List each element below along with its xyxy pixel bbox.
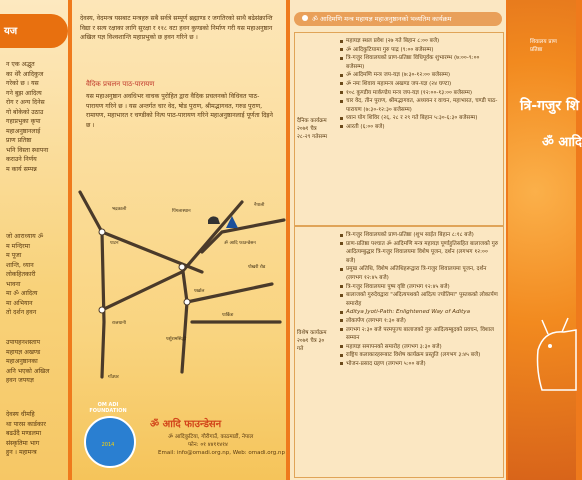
map-label: पिंगलास्थान xyxy=(172,209,191,214)
map-label: पोखरी रोड xyxy=(248,265,266,270)
list-item: महायज्ञ स्थल प्रवेश (२७ गते बिहान ८:०० बजे) xyxy=(339,37,499,46)
list-item: महायज्ञ समापनको समारोह (लगभग ३:३० बजे) xyxy=(339,343,499,352)
foundation-email[interactable]: Email: info@omadi.org.np, Web: omadi.org.np xyxy=(158,450,285,456)
list-item: लोकार्पण (लगभग १:३० बजे) xyxy=(339,317,499,326)
foundation-footer xyxy=(72,390,286,480)
list-item: चार वेद, तीन पुराण, श्रीमद्भागवत, अध्ययन र वाचन, महाभारत, चण्डी पाठ-पारायण (७:३०-१२:३० बजेसम्म) xyxy=(339,97,499,114)
bullet-icon xyxy=(302,15,308,21)
map-label: राजधानी xyxy=(112,321,126,326)
list-item: त्रि-गजुर शिवालयको प्राण-प्रतिष्ठा विधिपूर्वक शुभारम्भ (७:००-९:०० बजेसम्म) xyxy=(339,54,499,71)
list-item: आरती (६:०० बजे) xyxy=(339,123,499,132)
special-list xyxy=(339,231,499,369)
map-road-west xyxy=(80,192,104,377)
foundation-phone: फोन: ०१ ४४११४१४ xyxy=(188,442,228,448)
list-item: ॐ नमः शिवाय महामन्त्र अखण्ड जप-यज्ञ (२४ घण्टा) xyxy=(339,80,499,89)
map-label: गाँउघर xyxy=(108,375,119,380)
list-item: लगभग २:३० बजे परमपूज्य बालाजको गुरु आदित्यम्बुदको प्रवचन, विशाल सम्मान xyxy=(339,326,499,343)
left-text-1: न एक अद्भुत का थेरै आदिकुज गरेको छ । यस गने बुझ आदित्य रोग र अन्य दिनेस गो बोकेको उठाउ गहाप्रभुका कृपा महाअनुष्ठानलाई प्राण प्रतिष्ठा भनि विस्ता स्थापना कराउने निर्णय म कार्य सम्पन्न xyxy=(6,61,49,173)
list-item: ॐ आदिमणि मन्त्र जप-यज्ञ (७:३०-१२:०० बजेसम्म) xyxy=(339,71,499,80)
foundation-address: ॐ आदिकुटिया, गौरीगाउँ, काठमाडौं, नेपाल xyxy=(168,434,254,440)
nandi-bull-icon xyxy=(534,300,576,390)
map-label: पर्खाल xyxy=(194,289,205,294)
logo-text: OM ADI FOUNDATION xyxy=(89,402,127,414)
left-text-4: देवस्य धीमहि था पारस कार्डकार बढउँदै मण्डलमा संस्कृतिमा भाग हुन । महामन्त्र xyxy=(6,411,46,456)
left-heading: यज xyxy=(4,26,18,37)
vedic-body: यस महाअनुष्ठान अवधिभर वाचक पुरोहित द्वारा वैदिक प्रचलनको विधिवत पाठ-पारायण गरिने छ । यस अन्तर्गत चार वेद, षोड पुराण, श्रीमद्भागवत, गरुड पुराण, रामायण, महाभारत र चण्डीको नित्य पाठ-पारायण गरिने महाअनुष्ठानलाई पूर्णता दिइने छ । xyxy=(86,93,273,129)
vedic-heading: वैदिक प्रचलन पाठ-पारायण xyxy=(86,80,155,88)
foundation-title: ॐ आदि फाउन्डेसन xyxy=(150,419,222,430)
schedule-panel xyxy=(290,0,506,480)
elephant-icon xyxy=(208,216,220,224)
schedule-heading xyxy=(294,12,502,26)
daily-schedule-block xyxy=(294,32,504,226)
cover-top-text: शिवालय प्राण प्रतिष्ठा xyxy=(530,39,557,53)
logo-year: 2014 xyxy=(101,442,115,448)
cover-panel xyxy=(508,0,582,480)
left-text-3: उपायहनशस्ताप महायज्ञ अखण्ड महाअनुष्ठानका अनि भएको अखिल हवन जपयज्ञ xyxy=(6,339,50,384)
list-item: १०८ कुण्डीय मार्कण्डेय मन्त्र जप-यज्ञ (१२:००-१३:०० बजेसम्म) xyxy=(339,89,499,98)
daily-list xyxy=(339,37,499,132)
map-label: भद्रकाली xyxy=(112,207,127,212)
intro-text: देवस्य, वेदमन्त्र यसबाट मन्त्रहरु सबै सर्वत्रे सम्पूर्ण ब्रह्माण्ड र जगतिरको साथै बढेसंक्रान्ति विद्या र सत्य रक्षाका लागि सुरक्षा र ११८ वटा हवन कुण्डको निर्माण गरी यस महाअनुष्ठान अखिल यज्ञ विश्वशान्ति महाप्रभुको छ हवन गरिने छ । xyxy=(80,15,273,41)
cover-title: त्रि-गजुर शि xyxy=(520,98,580,114)
map-label: ॐ आदि फाउन्डेसन xyxy=(224,241,256,246)
list-item: ध्यान योग शिविर (२६, २८ र २९ गते बिहान ५:३०-६:३० बजेसम्म) xyxy=(339,114,499,123)
map-label: पर्शुरामसिद्धी xyxy=(166,337,187,342)
special-schedule-block xyxy=(294,226,504,478)
map-label: नैपाली xyxy=(254,203,265,208)
left-panel xyxy=(0,0,68,480)
cover-subtitle: ॐ आदि xyxy=(542,135,582,150)
list-item: ॐ आदिकुटियामा गुरु पाद्र (९:०० बजेसम्म) xyxy=(339,46,499,55)
list-item: भोजन-प्रसाद ग्रहण (लगभग ५:०० बजे) xyxy=(339,360,499,369)
special-label: विशेष कार्यक्रम २०७१ चैत्र ३० गते xyxy=(297,330,327,352)
left-heading-bar xyxy=(0,14,68,48)
location-map xyxy=(72,172,286,387)
list-item: प्रमुख अतिथि, विशेष अतिथिहरूद्वारा त्रि-गजुर शिवालयमा पूजन, दर्शन (लगभग १२:४५ बजे) xyxy=(339,265,499,282)
middle-panel xyxy=(72,0,286,480)
left-text-2: जो आराध्याय ॐ म मन्दिरमा म पूजा शान्ति, ध्यान लोकहितकारी भावना मा ॐ आदित्य मा अभियान तो दर्शन हवन xyxy=(6,233,44,316)
list-item: त्रि-गजुर शिवालयको प्राण-प्रतिष्ठा (शुभ साईत बिहान ८:१८ बजे) xyxy=(339,231,499,240)
list-item: त्रि-गजुर शिवालयमा पुष्प वृष्टि (लगभग १२:४५ बजे) xyxy=(339,283,499,292)
list-item: प्राण-प्रतिष्ठा पश्चात ॐ आदिमणि मन्त्र महायज्ञ पूर्णाहुतिसहित बालाजको गुरु आदित्यम्बुद्धार त्रि-गजुर शिवालयमा विशेष पूजन, दर्शन (लगभग १२:०० बजे) xyxy=(339,240,499,266)
daily-label: दैनिक कार्यक्रम २०७१ चैत्र २८-२९ गतेसम्म xyxy=(297,118,328,140)
map-road-center xyxy=(182,264,187,372)
list-item: बालाजको गुरुदेवद्वारा "अदित्यपथको आदित्य ज्योतिमा" पुस्तकको लोकार्पण समारोह xyxy=(339,291,499,308)
list-item: Aditya Jyoti-Path: Enlightened Way of Aditya xyxy=(339,308,499,317)
map-label: पार्किङ xyxy=(222,313,234,318)
schedule-heading-text: ॐ आदिमणि मन्त्र महायज्ञ महाअनुष्ठानको भव्यतिम कार्यक्रम xyxy=(312,15,452,23)
list-item: राष्ट्रिय कलाकारहरूबाट विशेष कार्यक्रम प्रस्तुति (लगभग ३:४५ बजे) xyxy=(339,351,499,360)
map-label: पाटन xyxy=(110,241,119,246)
